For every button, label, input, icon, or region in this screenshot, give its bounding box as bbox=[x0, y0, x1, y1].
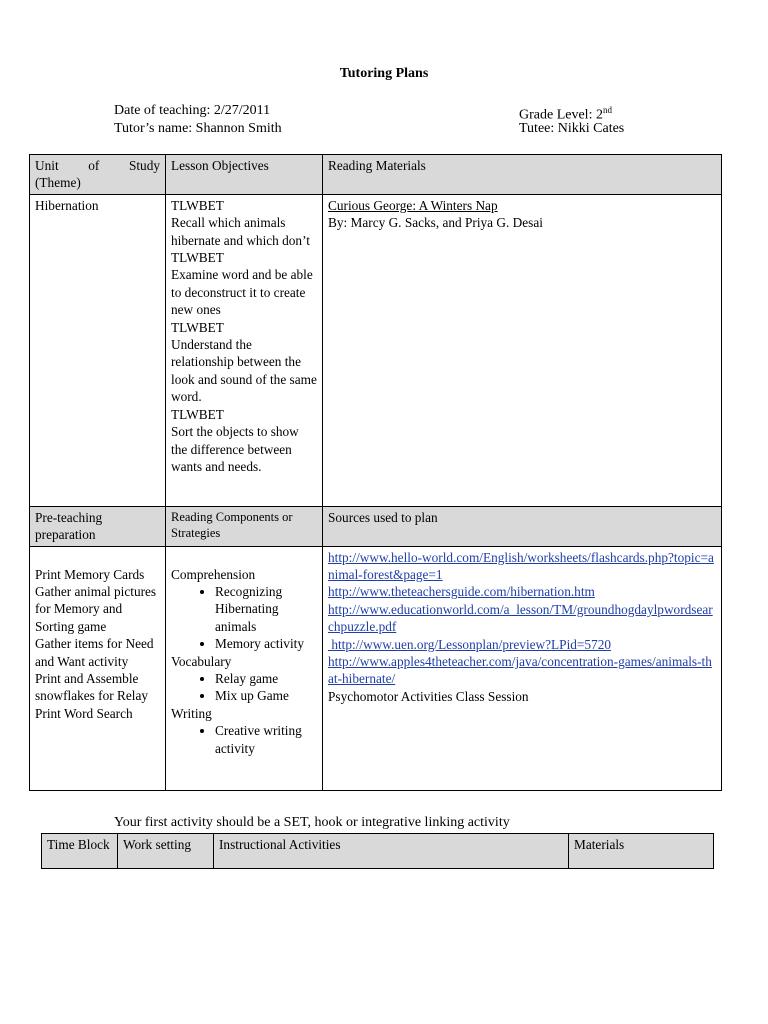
preteaching-header: Pre-teaching preparation bbox=[30, 506, 166, 546]
components-cell bbox=[166, 546, 323, 790]
reading-materials-header: Reading Materials bbox=[323, 155, 722, 195]
book-title: Curious George: A Winters Nap bbox=[328, 197, 498, 213]
objective-line: TLWBET bbox=[171, 406, 224, 422]
tutoring-plan-table bbox=[29, 154, 722, 791]
objectives-cell bbox=[166, 194, 323, 506]
unit-header-line1: Unit of Study bbox=[35, 158, 160, 173]
source-link[interactable]: http://www.theteachersguide.com/hibernation.htm bbox=[328, 584, 595, 600]
work-setting-header: Work setting bbox=[118, 834, 214, 869]
objective-line: Understand the relationship between the look and sound of the same word. bbox=[171, 337, 317, 405]
objective-line: TLWBET bbox=[171, 250, 224, 266]
list-item: • Relay game bbox=[215, 670, 317, 687]
comprehension-list bbox=[171, 583, 317, 653]
sources-cell bbox=[323, 546, 722, 790]
sources-header: Sources used to plan bbox=[323, 506, 722, 546]
preparation-item: Print Memory Cards bbox=[35, 566, 145, 582]
unit-of-study-header bbox=[30, 155, 166, 195]
preparation-item: Print Word Search bbox=[35, 705, 133, 721]
theme-cell: Hibernation bbox=[30, 194, 166, 506]
objective-line: Recall which animals hibernate and which don’t bbox=[171, 215, 310, 248]
table-header-row bbox=[30, 506, 722, 546]
book-authors: By: Marcy G. Sacks, and Priya G. Desai bbox=[328, 215, 543, 231]
writing-label: Writing bbox=[171, 705, 212, 721]
table-row bbox=[30, 194, 722, 506]
date-of-teaching: Date of teaching: 2/27/2011 bbox=[114, 103, 271, 118]
grade-level-suffix: nd bbox=[602, 105, 612, 115]
objective-line: Examine word and be able to deconstruct it to create new ones bbox=[171, 267, 313, 318]
vocabulary-label: Vocabulary bbox=[171, 653, 232, 669]
list-item: • Mix up Game bbox=[215, 687, 317, 704]
objective-line: Sort the objects to show the difference between wants and needs. bbox=[171, 424, 299, 474]
preparation-cell bbox=[30, 546, 166, 790]
table-row bbox=[30, 546, 722, 790]
sources-note: Psychomotor Activities Class Session bbox=[328, 688, 529, 704]
list-item: • Memory activity bbox=[215, 635, 317, 652]
objective-line: TLWBET bbox=[171, 197, 224, 213]
writing-list bbox=[171, 722, 317, 757]
unit-header-line2: (Theme) bbox=[35, 175, 81, 191]
source-link[interactable]: http://www.educationworld.com/a_lesson/TM/groundhogdaylpwordsearchpuzzle.pdf bbox=[328, 601, 713, 635]
vocabulary-list bbox=[171, 670, 317, 705]
document-title: Tutoring Plans bbox=[339, 66, 429, 81]
source-link[interactable]: http://www.hello-world.com/English/worksheets/flashcards.php?topic=animal-forest&page=1 bbox=[328, 549, 714, 583]
grade-level-text: Grade Level: 2 bbox=[519, 107, 603, 123]
objective-line: TLWBET bbox=[171, 319, 224, 335]
activities-table bbox=[41, 833, 714, 869]
lesson-objectives-header: Lesson Objectives bbox=[166, 155, 323, 195]
materials-header: Materials bbox=[569, 834, 714, 869]
list-item: • Creative writing activity bbox=[215, 722, 317, 757]
preparation-item: Print and Assemble snowflakes for Relay bbox=[35, 671, 148, 704]
reading-materials-cell bbox=[323, 194, 722, 506]
source-link[interactable]: http://www.uen.org/Lessonplan/preview?LPid=5720 bbox=[328, 636, 612, 652]
tutor-name: Tutor’s name: Shannon Smith bbox=[114, 121, 282, 136]
tutee-name: Tutee: Nikki Cates bbox=[519, 121, 625, 136]
instructional-activities-header: Instructional Activities bbox=[214, 834, 569, 869]
preparation-item: Gather items for Need and Want activity bbox=[35, 636, 154, 669]
components-header: Reading Components or Strategies bbox=[166, 506, 323, 546]
list-item: • Recognizing Hibernating animals bbox=[215, 583, 317, 635]
table-header-row bbox=[30, 155, 722, 195]
preparation-item: Gather animal pictures for Memory and Sorting game bbox=[35, 584, 157, 634]
source-link[interactable]: http://www.apples4theteacher.com/java/concentration-games/animals-that-hibernate/ bbox=[328, 654, 712, 687]
comprehension-label: Comprehension bbox=[171, 566, 256, 582]
time-block-header: Time Block bbox=[42, 834, 118, 869]
first-activity-note: Your first activity should be a SET, hook or integrative linking activity bbox=[114, 815, 510, 830]
table-header-row bbox=[42, 834, 714, 869]
